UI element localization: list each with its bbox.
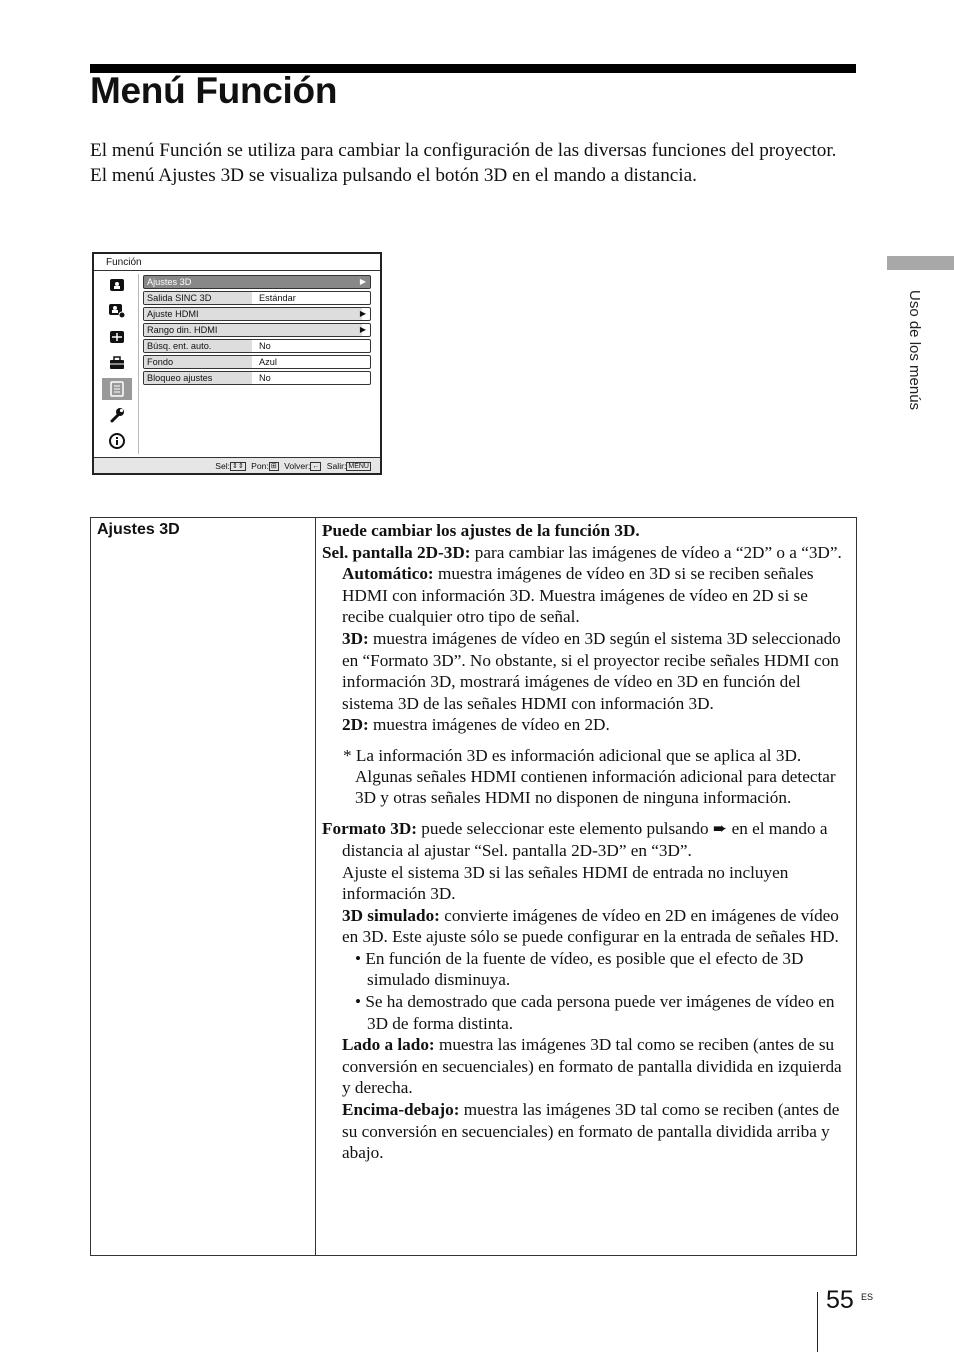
picture-icon: [102, 274, 132, 296]
table-divider: [315, 518, 316, 1255]
menu-item-ajustes-3d[interactable]: Ajustes 3D ▶: [143, 275, 371, 289]
menu-footer-help: Sel: ⇕⇕ Pon: ⊞ Volver: ← Salir: MENU: [94, 457, 380, 473]
menu-item-busq-ent-auto[interactable]: Búsq. ent. auto. No: [143, 339, 371, 353]
menu-separator: [138, 274, 139, 454]
menu-icon-column: [96, 274, 136, 456]
page-number-rule: [817, 1292, 818, 1352]
intro-text: [90, 138, 860, 188]
arrow-right-icon: ▶: [359, 309, 366, 318]
intro-line-2: El menú Ajustes 3D se visualiza pulsando el botón 3D en el mando a distancia.: [90, 165, 697, 186]
arrow-right-icon: ▶: [359, 277, 366, 286]
arrow-right-icon: ▶: [359, 325, 366, 334]
back-key-icon: ←: [312, 463, 320, 471]
menu-title: Función: [94, 254, 380, 271]
table-item-description: Puede cambiar los ajustes de la función 3D. Sel. pantalla 2D-3D: para cambiar las imágenes de vídeo a “2D” o a “3D”. Automático: muestra imágenes de vídeo en 3D si se reciben señales HDMI con información 3D. Muestra imágenes de vídeo en 2D si se recibe cualquier otro tipo de señal. 3D: muestra imágenes de vídeo en 3D según el sistema 3D seleccionado en “Formato 3D”. No obstante, si el proyector recibe señales HDMI con información 3D, mostrará imágenes de vídeo en 3D en función del sistema 3D de las señales HDMI con información 3D. 2D: muestra imágenes de vídeo en 2D. * La información 3D es información adicional que se aplica al 3D. Algunas señales HDMI contienen información adicional para detectar 3D y otras señales HDMI no disponen de ninguna información. Formato 3D: puede seleccionar este elemento pulsando ➨ en el mando a distancia al ajustar “Sel. pantalla 2D-3D” en “3D”. Ajuste el sistema 3D si las señales HDMI de entrada no incluyen información 3D. 3D simulado: convierte imágenes de vídeo en 2D en imágenes de vídeo en 3D. Este ajuste sólo se puede configurar en la entrada de señales HD. • En función de la fuente de vídeo, es posible que el efecto de 3D simulado disminuya. • Se ha demostrado que cada persona puede ver imágenes de vídeo en 3D de forma distinta. Lado a lado: muestra las imágenes 3D tal como se reciben (antes de su conversión en secuenciales) en formato de pantalla dividida en izquierda y derecha. Encima-debajo: muestra las imágenes 3D tal como se reciben (antes de su conversión en secuenciales) en formato de pantalla dividida arriba y abajo.: [322, 520, 850, 1164]
section-side-label: Uso de los menús: [906, 290, 923, 411]
enter-key-icon: ⊞: [270, 463, 277, 471]
table-item-name: Ajustes 3D: [97, 521, 180, 538]
arrow-right-key-icon: ➨: [712, 819, 728, 839]
menu-item-bloqueo-ajustes[interactable]: Bloqueo ajustes No: [143, 371, 371, 385]
menu-item-rango-din-hdmi[interactable]: Rango din. HDMI ▶: [143, 323, 371, 337]
page-number: 55: [826, 1286, 854, 1314]
settings-table: [90, 517, 857, 1256]
menu-items: [143, 275, 371, 387]
setup-icon: [102, 352, 132, 374]
menu-item-ajuste-hdmi[interactable]: Ajuste HDMI ▶: [143, 307, 371, 321]
advanced-picture-icon: [102, 300, 132, 322]
page-title: Menú Función: [90, 70, 338, 111]
description-heading: Puede cambiar los ajustes de la función 3D.: [322, 521, 640, 540]
up-down-key-icon: ⇕⇕: [232, 463, 244, 471]
section-tab: [887, 256, 954, 270]
wrench-icon: [102, 404, 132, 426]
list-item: • En función de la fuente de vídeo, es posible que el efecto de 3D simulado disminuya.: [355, 948, 804, 990]
list-item: • Se ha demostrado que cada persona puede ver imágenes de vídeo en 3D de forma distinta.: [355, 992, 835, 1033]
page-language: ES: [861, 1292, 874, 1302]
menu-item-salida-sinc-3d[interactable]: Salida SINC 3D Estándar: [143, 291, 371, 305]
menu-key-icon: MENU: [348, 463, 369, 471]
menu-item-fondo[interactable]: Fondo Azul: [143, 355, 371, 369]
footnote: * La información 3D es información adicional que se aplica al 3D. Algunas señales HDMI contienen información adicional para detectar 3D y otras señales HDMI no disponen de ninguna información.: [343, 745, 836, 807]
intro-line-1: El menú Función se utiliza para cambiar la configuración de las diversas funciones del proyector.: [90, 140, 837, 161]
screen-icon: [102, 326, 132, 348]
function-icon: [102, 378, 132, 400]
info-icon: [102, 430, 132, 452]
function-menu-screen: [92, 252, 382, 475]
